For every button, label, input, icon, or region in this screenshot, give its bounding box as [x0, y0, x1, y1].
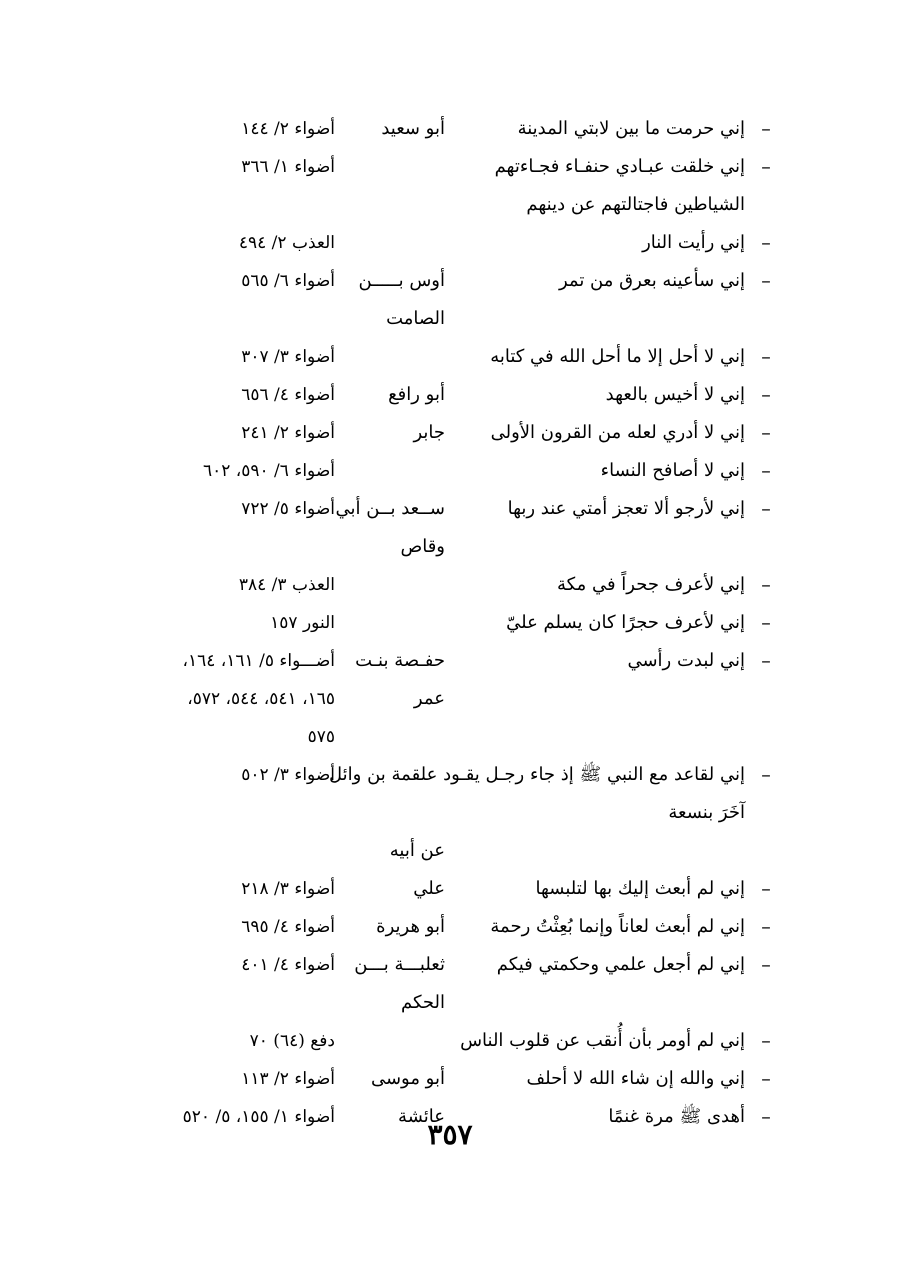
entry-dash: –	[761, 1030, 771, 1052]
entry-dash: –	[761, 878, 771, 900]
narrator-name: أبو رافع	[388, 384, 445, 405]
entry-dash: –	[761, 650, 771, 672]
source-reference: أضواء ٣/ ٥٠٢	[241, 765, 335, 785]
hadith-text: إني خلقت عبـادي حنفـاء فجـاءتهم	[494, 156, 745, 177]
hadith-text: إني لأعرف جحراً في مكة	[556, 574, 745, 595]
hadith-text: إني لبدت رأسي	[627, 650, 745, 671]
index-entry-row	[110, 226, 775, 264]
source-reference: ١٦٥، ٥٤١، ٥٤٤، ٥٧٢،	[187, 689, 335, 709]
source-reference: أضواء ٢/ ١٤٤	[241, 119, 335, 139]
hadith-text: إني لقاعد مع النبي ﷺ إذ جاء رجـل يقـود علقمة بن وائل	[329, 764, 745, 785]
hadith-text: إني لا أحل إلا ما أحل الله في كتابه	[490, 346, 745, 367]
entry-dash: –	[761, 498, 771, 520]
narrator-name: أبو هريرة	[376, 916, 445, 937]
entry-dash: –	[761, 574, 771, 596]
source-reference: أضواء ٢/ ٢٤١	[241, 423, 335, 443]
source-reference: أضواء ٣/ ٣٠٧	[241, 347, 335, 367]
source-reference: أضواء ٣/ ٢١٨	[241, 879, 335, 899]
hadith-text: إني لم أجعل علمي وحكمتي فيكم	[496, 954, 745, 975]
index-entry-row	[110, 834, 775, 872]
source-reference: أضواء ٦/ ٥٦٥	[241, 271, 335, 291]
index-entry-row	[110, 416, 775, 454]
entry-dash: –	[761, 1068, 771, 1090]
source-reference: دفع (٦٤) ٧٠	[249, 1031, 335, 1051]
page-number: ٣٥٧	[427, 1118, 473, 1151]
hadith-text: إني رأيت النار	[642, 232, 745, 253]
narrator-name: عن أبيه	[389, 840, 445, 861]
index-entry-row	[110, 378, 775, 416]
source-reference: النور ١٥٧	[270, 613, 335, 633]
index-entry-row	[110, 1062, 775, 1100]
source-reference: أضواء ٦/ ٥٩٠، ٦٠٢	[202, 461, 335, 481]
hadith-text: أهدى ﷺ مرة غنمًا	[608, 1106, 745, 1127]
index-entry-row	[110, 454, 775, 492]
entry-dash: –	[761, 118, 771, 140]
narrator-name: ســعد بــن أبي	[335, 498, 445, 519]
hadith-text: إني لم أبعث إليك بها لتلبسها	[535, 878, 745, 899]
source-reference: أضواء ٤/ ٤٠١	[241, 955, 335, 975]
entry-dash: –	[761, 1106, 771, 1128]
entry-dash: –	[761, 460, 771, 482]
source-reference: أضواء ١/ ١٥٥، ٥/ ٥٢٠	[182, 1107, 335, 1127]
hadith-text: إني حرمت ما بين لابتي المدينة	[517, 118, 745, 139]
entry-dash: –	[761, 764, 771, 786]
hadith-text: إني والله إن شاء الله لا أحلف	[526, 1068, 745, 1089]
source-reference: أضـــواء ٥/ ١٦١، ١٦٤،	[182, 651, 335, 671]
hadith-text: إني لا أصافح النساء	[600, 460, 745, 481]
index-entry-row	[110, 492, 775, 530]
index-entry-row	[110, 302, 775, 340]
source-reference: أضواء ٤/ ٦٥٦	[241, 385, 335, 405]
source-reference: ٥٧٥	[307, 727, 335, 747]
narrator-name: ثعلبـــة بـــن	[354, 954, 445, 975]
index-entry-row	[110, 682, 775, 720]
narrator-name: أوس بـــــن	[358, 270, 445, 291]
source-reference: العذب ٢/ ٤٩٤	[238, 233, 335, 253]
source-reference: أضواء ٢/ ١١٣	[241, 1069, 335, 1089]
narrator-name: علي	[413, 878, 445, 899]
narrator-name: أبو سعيد	[381, 118, 445, 139]
entry-dash: –	[761, 232, 771, 254]
hadith-text: إني لأرجو ألا تعجز أمتي عند ربها	[507, 498, 745, 519]
entry-dash: –	[761, 384, 771, 406]
index-entry-row	[110, 606, 775, 644]
source-reference: أضواء ٤/ ٦٩٥	[241, 917, 335, 937]
narrator-name: الصامت	[386, 308, 445, 329]
hadith-text: إني لا أدري لعله من القرون الأولى	[490, 422, 745, 443]
index-entry-row	[110, 188, 775, 226]
index-entry-row	[110, 112, 775, 150]
entry-dash: –	[761, 612, 771, 634]
index-entry-row	[110, 758, 775, 796]
index-entry-row	[110, 720, 775, 758]
hadith-text: إني لم أبعث لعاناً وإنما بُعِثْتُ رحمة	[490, 916, 745, 937]
narrator-name: أبو موسى	[370, 1068, 445, 1089]
entry-dash: –	[761, 954, 771, 976]
index-entry-row	[110, 872, 775, 910]
index-entry-row	[110, 644, 775, 682]
narrator-name: الحكم	[400, 992, 445, 1013]
hadith-text: إني لا أخيس بالعهد	[605, 384, 745, 405]
index-entry-row	[110, 568, 775, 606]
hadith-text: إني لم أومر بأن أُنقب عن قلوب الناس	[460, 1030, 745, 1051]
source-reference: العذب ٣/ ٣٨٤	[238, 575, 335, 595]
narrator-name: عمر	[413, 688, 445, 709]
narrator-name: حفـصة بنـت	[355, 650, 445, 671]
index-entry-row	[110, 948, 775, 986]
hadith-text: إني سأعينه بعرق من تمر	[558, 270, 745, 291]
narrator-name: وقاص	[400, 536, 445, 557]
index-entry-row	[110, 796, 775, 834]
source-reference: أضواء ٥/ ٧٢٢	[241, 499, 335, 519]
index-entry-row	[110, 986, 775, 1024]
entry-dash: –	[761, 270, 771, 292]
hadith-text: آخَرَ بنسعة	[668, 802, 745, 823]
entry-dash: –	[761, 422, 771, 444]
entry-dash: –	[761, 156, 771, 178]
entry-dash: –	[761, 916, 771, 938]
narrator-name: عائشة	[398, 1106, 445, 1127]
index-entry-row	[110, 340, 775, 378]
index-entry-row	[110, 1024, 775, 1062]
hadith-text: الشياطين فاجتالتهم عن دينهم	[526, 194, 745, 215]
narrator-name: جابر	[413, 422, 445, 443]
hadith-text: إني لأعرف حجرًا كان يسلم عليّ	[506, 612, 745, 633]
index-entry-row	[110, 264, 775, 302]
index-entry-row	[110, 150, 775, 188]
index-entry-row	[110, 530, 775, 568]
index-entry-row	[110, 910, 775, 948]
source-reference: أضواء ١/ ٣٦٦	[241, 157, 335, 177]
entry-dash: –	[761, 346, 771, 368]
